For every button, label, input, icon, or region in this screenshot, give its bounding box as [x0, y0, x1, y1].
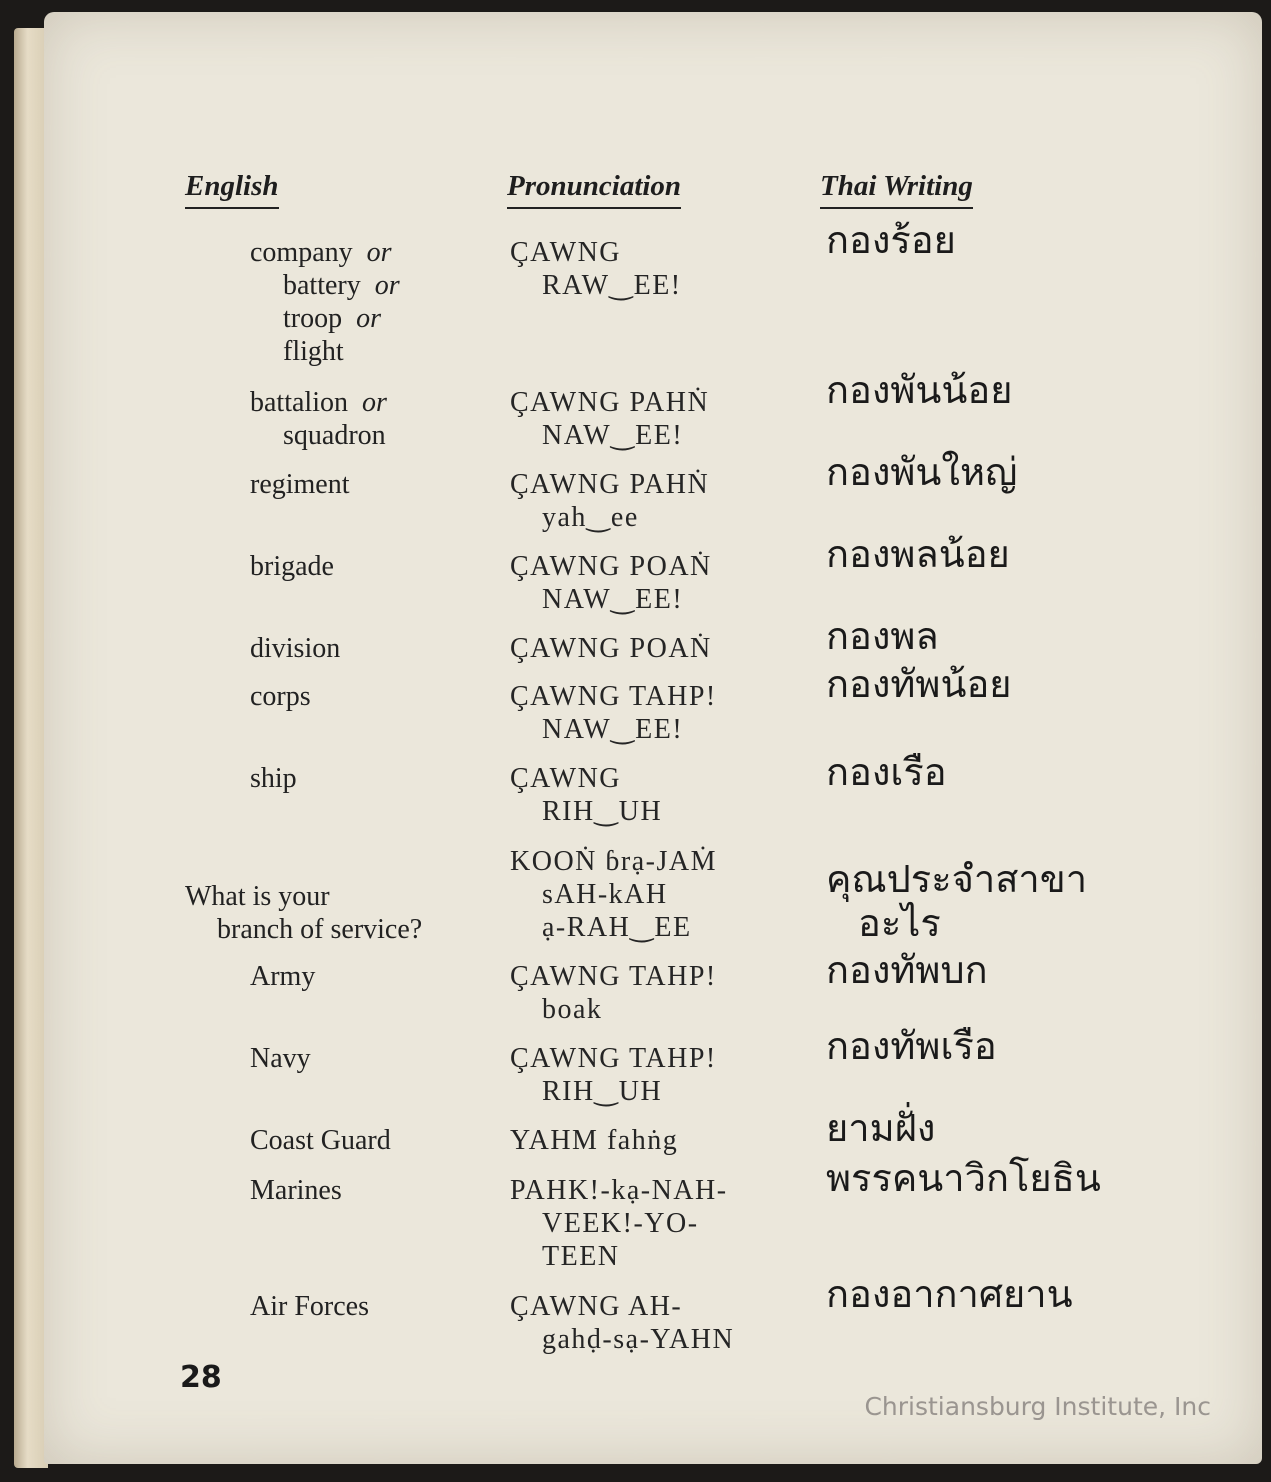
english-word: division — [250, 633, 341, 664]
english-word: Coast Guard — [250, 1125, 391, 1156]
english-term — [250, 632, 340, 665]
english-term — [250, 1042, 311, 1075]
or-connector: or — [361, 387, 387, 418]
english-word: brigade — [250, 551, 334, 582]
page-number: 28 — [180, 1360, 222, 1395]
english-word: ship — [250, 763, 297, 794]
english-term — [250, 550, 334, 583]
pronunciation-line: ÇAWNG PAHṄ — [510, 387, 710, 418]
pronunciation — [510, 632, 712, 665]
pronunciation-line: ÇAWNG PAHṄ — [510, 469, 710, 500]
english-word: Army — [250, 961, 316, 992]
pronunciation-line: ÇAWNG — [510, 237, 622, 268]
pronunciation — [510, 680, 717, 746]
thai-line: กองเรือ — [826, 750, 947, 794]
english-term — [250, 468, 350, 501]
pronunciation-line: gahḍ-sạ-YAHN — [542, 1324, 735, 1355]
thai-line: กองทัพบก — [826, 948, 988, 992]
header-english: English — [185, 170, 279, 209]
english-word: Air Forces — [250, 1291, 369, 1322]
pronunciation-line: ÇAWNG POAṄ — [510, 633, 712, 664]
english-word: corps — [250, 681, 311, 712]
pronunciation — [510, 1174, 728, 1273]
thai-writing — [826, 1156, 1101, 1200]
thai-line: กองพันน้อย — [826, 368, 1013, 412]
thai-line: กองพลน้อย — [826, 532, 1010, 576]
thai-line: กองอากาศยาน — [826, 1272, 1073, 1316]
pronunciation-line: ÇAWNG TAHP! — [510, 961, 717, 992]
pronunciation-line: ÇAWNG POAṄ — [510, 551, 712, 582]
thai-writing — [826, 948, 988, 992]
pronunciation-line: VEEK!-YO- — [542, 1208, 699, 1239]
thai-line: กองทัพเรือ — [826, 1024, 997, 1068]
english-word: flight — [283, 336, 344, 367]
pronunciation — [510, 550, 712, 616]
english-term — [185, 880, 422, 946]
thai-line: กองพล — [826, 614, 939, 658]
pronunciation-line: NAW‿EE! — [542, 714, 684, 745]
thai-writing — [826, 218, 956, 262]
header-pronunciation: Pronunciation — [507, 170, 681, 209]
thai-writing — [826, 662, 1012, 706]
thai-writing — [826, 857, 1087, 945]
thai-line: กองร้อย — [826, 218, 956, 262]
header-thai-writing: Thai Writing — [820, 170, 973, 209]
pronunciation-line: ÇAWNG — [510, 763, 622, 794]
english-word: company — [250, 237, 353, 268]
english-term — [250, 1174, 342, 1207]
thai-line: พรรคนาวิกโยธิน — [826, 1156, 1101, 1200]
english-term — [250, 960, 315, 993]
watermark: Christiansburg Institute, Inc — [864, 1392, 1211, 1421]
english-term — [250, 680, 311, 713]
pronunciation-line: ạ-RAH‿EE — [542, 912, 692, 943]
pronunciation-line: boak — [542, 994, 603, 1025]
pronunciation — [510, 386, 709, 452]
pronunciation-line: TEEN — [542, 1241, 620, 1272]
pronunciation — [510, 1290, 734, 1356]
pronunciation — [510, 1124, 678, 1157]
thai-writing — [826, 1106, 935, 1150]
thai-writing — [826, 1272, 1073, 1316]
thai-line: คุณประจำสาขา — [826, 857, 1088, 901]
pronunciation — [510, 468, 709, 534]
english-term — [250, 762, 297, 795]
english-word: battery — [283, 270, 361, 301]
pronunciation — [510, 1042, 717, 1108]
english-word: battalion — [250, 387, 348, 418]
english-word: regiment — [250, 469, 350, 500]
pronunciation-line: ÇAWNG TAHP! — [510, 1043, 717, 1074]
pronunciation — [510, 960, 717, 1026]
book-spine — [14, 28, 48, 1468]
pronunciation-line: ÇAWNG TAHP! — [510, 681, 717, 712]
thai-writing — [826, 750, 947, 794]
thai-line: ยามฝั่ง — [826, 1106, 936, 1150]
pronunciation-line: NAW‿EE! — [542, 584, 684, 615]
or-connector: or — [356, 303, 382, 334]
or-connector: or — [366, 237, 392, 268]
english-word: squadron — [283, 420, 386, 451]
thai-writing — [826, 614, 939, 658]
pronunciation-line: RIH‿UH — [542, 1076, 663, 1107]
thai-line: อะไร — [858, 901, 941, 945]
thai-line: กองทัพน้อย — [826, 662, 1012, 706]
pronunciation — [510, 845, 717, 944]
pronunciation-line: ÇAWNG AH- — [510, 1291, 683, 1322]
thai-writing — [826, 368, 1012, 412]
thai-writing — [826, 532, 1010, 576]
thai-writing — [826, 1024, 997, 1068]
pronunciation-line: sAH-kAH — [542, 879, 668, 910]
english-term — [250, 1290, 369, 1323]
pronunciation-line: RAW‿EE! — [542, 270, 682, 301]
pronunciation-line: PAHK!-kạ-NAH- — [510, 1175, 728, 1206]
thai-writing — [826, 450, 1017, 494]
pronunciation-line: yah‿ee — [542, 502, 639, 533]
english-word: Navy — [250, 1043, 311, 1074]
english-term — [250, 1124, 391, 1157]
english-word: Marines — [250, 1175, 342, 1206]
english-word: What is your — [185, 881, 330, 912]
english-term — [250, 236, 400, 368]
pronunciation — [510, 762, 662, 828]
thai-line: กองพันใหญ่ — [826, 450, 1018, 494]
pronunciation-line: YAHM fahṅg — [510, 1125, 679, 1156]
pronunciation-line: RIH‿UH — [542, 796, 663, 827]
english-word: troop — [283, 303, 343, 334]
pronunciation — [510, 236, 682, 302]
pronunciation-line: NAW‿EE! — [542, 420, 684, 451]
english-word: branch of service? — [217, 914, 423, 945]
english-term — [250, 386, 387, 452]
or-connector: or — [374, 270, 400, 301]
pronunciation-line: KOOṄ ɓrạ-JAṀ — [510, 846, 717, 877]
